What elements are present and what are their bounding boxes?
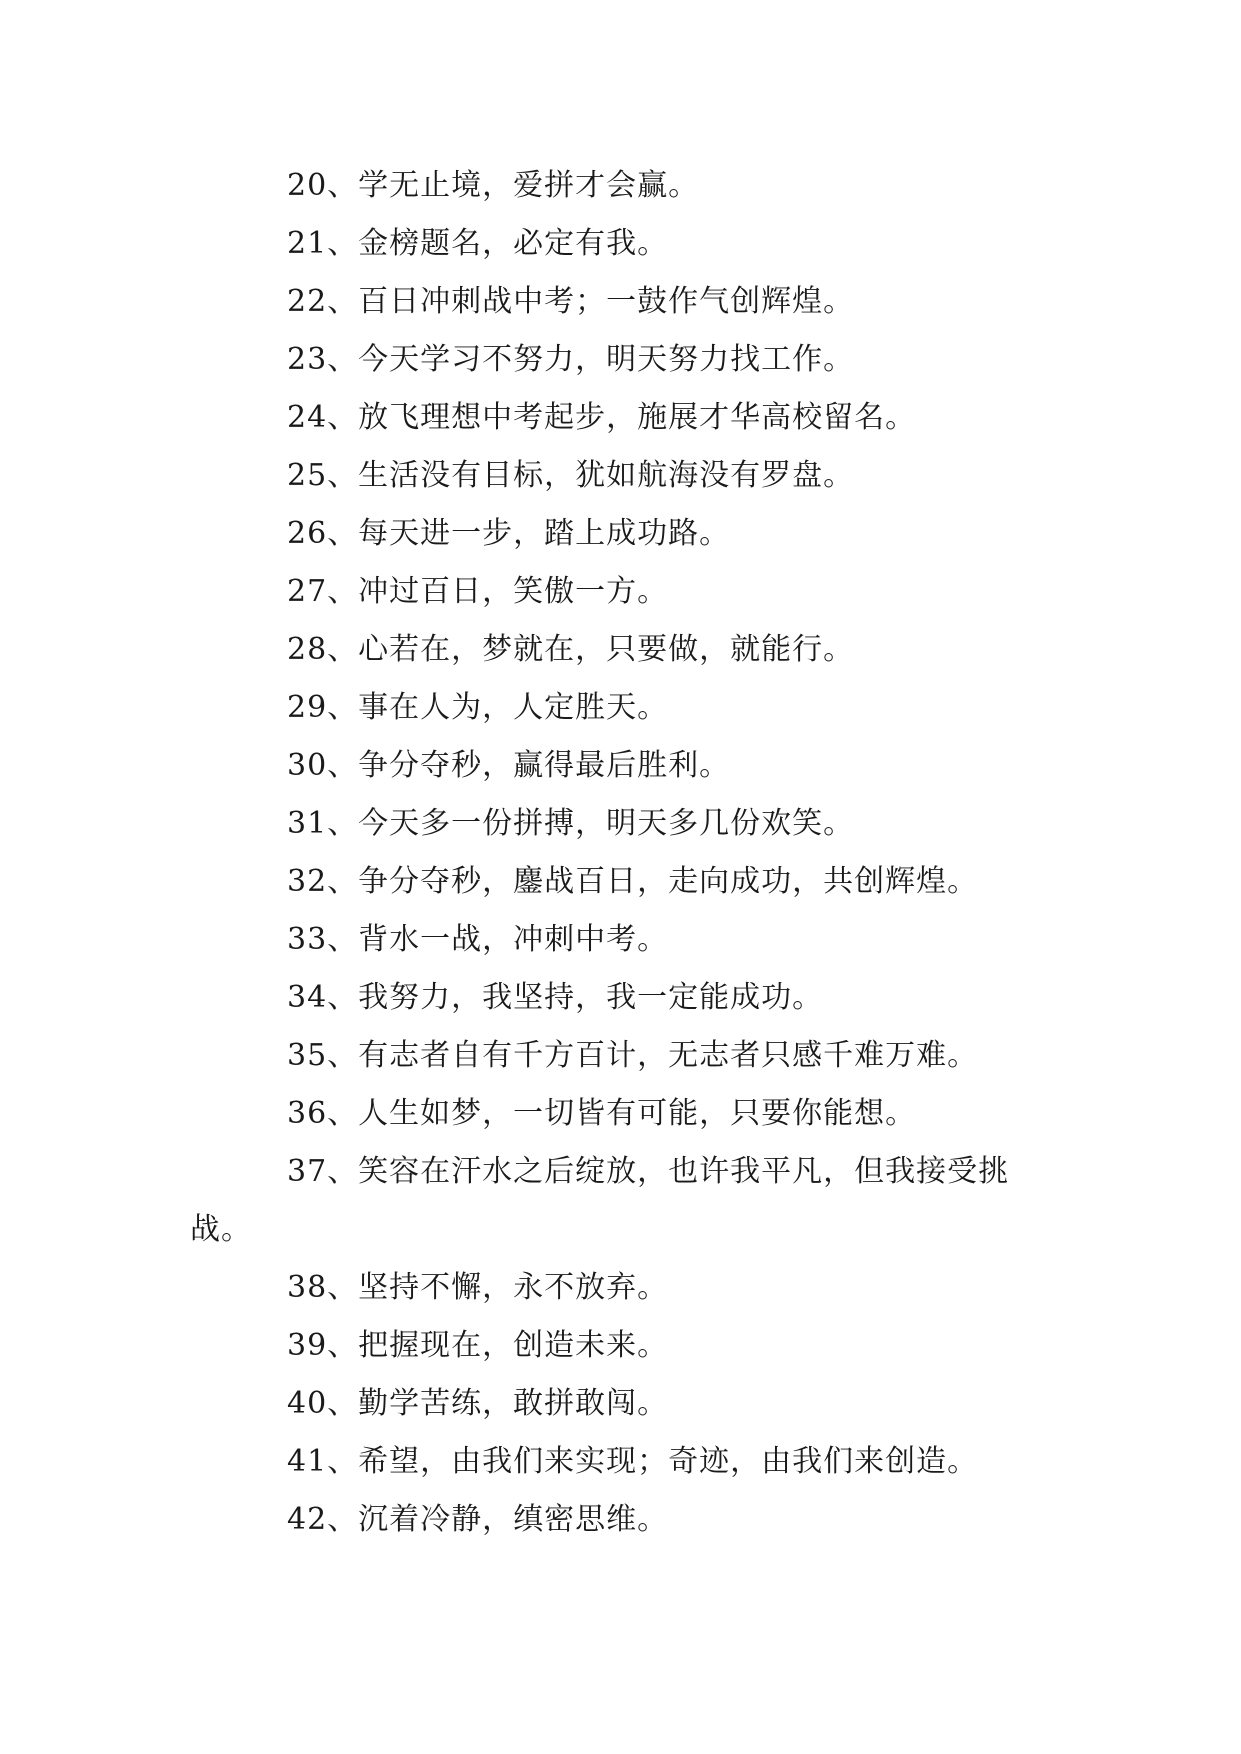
list-item: 21、金榜题名，必定有我。: [287, 226, 669, 261]
list-item: 42、沉着冷静，缜密思维。: [287, 1502, 669, 1537]
list-item: 25、生活没有目标，犹如航海没有罗盘。: [287, 458, 855, 493]
list-item: 30、争分夺秒，赢得最后胜利。: [287, 748, 731, 783]
list-item: 34、我努力，我坚持，我一定能成功。: [287, 980, 824, 1015]
list-item: 41、希望，由我们来实现；奇迹，由我们来创造。: [287, 1444, 979, 1479]
list-item: 39、把握现在，创造未来。: [287, 1328, 669, 1363]
list-item: 31、今天多一份拼搏，明天多几份欢笑。: [287, 806, 855, 841]
list-item: 32、争分夺秒，鏖战百日，走向成功，共创辉煌。: [287, 864, 979, 899]
list-item: 33、背水一战，冲刺中考。: [287, 922, 669, 957]
list-item: 29、事在人为，人定胜天。: [287, 690, 669, 725]
list-item: 36、人生如梦，一切皆有可能，只要你能想。: [287, 1096, 917, 1131]
list-item: 37、笑容在汗水之后绽放，也许我平凡，但我接受挑战。: [190, 1154, 1010, 1247]
list-item: 23、今天学习不努力，明天努力找工作。: [287, 342, 855, 377]
list-item: 35、有志者自有千方百计，无志者只感千难万难。: [287, 1038, 979, 1073]
slogan-list: [190, 157, 1070, 1549]
list-item: 26、每天进一步，踏上成功路。: [287, 516, 731, 551]
list-item: 27、冲过百日，笑傲一方。: [287, 574, 669, 609]
list-item: 22、百日冲刺战中考；一鼓作气创辉煌。: [287, 284, 855, 319]
list-item: 28、心若在，梦就在，只要做，就能行。: [287, 632, 855, 667]
list-item: 20、学无止境，爱拼才会赢。: [287, 168, 700, 203]
list-item: 40、勤学苦练，敢拼敢闯。: [287, 1386, 669, 1421]
list-item: 38、坚持不懈，永不放弃。: [287, 1270, 669, 1305]
list-item: 24、放飞理想中考起步，施展才华高校留名。: [287, 400, 917, 435]
